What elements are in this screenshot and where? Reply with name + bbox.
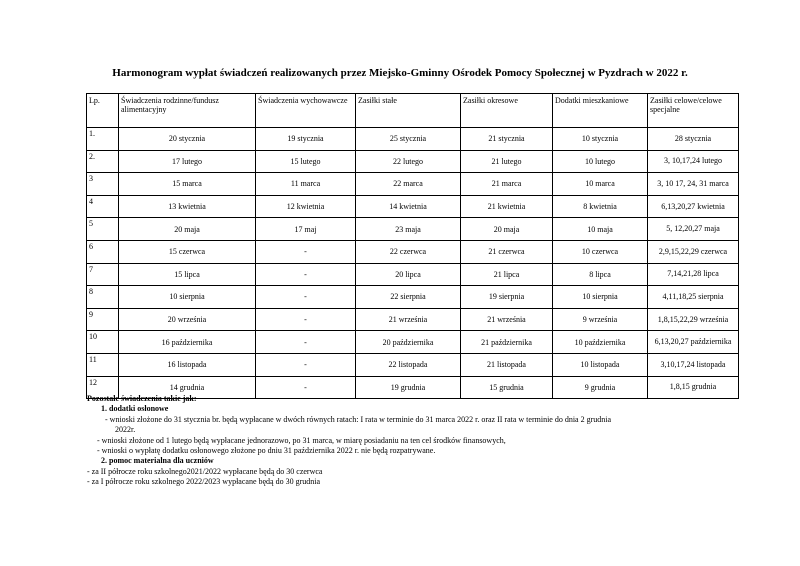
- header-permanent-allowances: Zasiłki stałe: [356, 94, 461, 128]
- table-cell: 21 września: [461, 308, 553, 331]
- notes-heading: Pozostałe świadczenia takie jak:: [87, 394, 197, 403]
- notes-line-continuation: 2022r.: [115, 425, 136, 435]
- table-cell: 19 sierpnia: [461, 286, 553, 309]
- header-lp: Lp.: [87, 94, 119, 128]
- table-row: [87, 195, 739, 218]
- header-housing-allowances: Dodatki mieszkaniowe: [553, 94, 648, 128]
- table-cell: 10 sierpnia: [119, 286, 256, 309]
- table-cell: 20 października: [356, 331, 461, 354]
- table-cell: 12 kwietnia: [256, 195, 356, 218]
- table-cell: 19 stycznia: [256, 128, 356, 151]
- table-cell: 2,9,15,22,29 czerwca: [648, 240, 739, 263]
- table-cell: -: [256, 376, 356, 399]
- table-cell: -: [256, 286, 356, 309]
- table-cell: 20 stycznia: [119, 128, 256, 151]
- payment-schedule-table: [86, 93, 739, 399]
- row-number-cell: 3: [87, 173, 119, 196]
- row-number-cell: 8: [87, 286, 119, 309]
- table-cell: 21 marca: [461, 173, 553, 196]
- table-cell: -: [256, 240, 356, 263]
- table-cell: 15 lipca: [119, 263, 256, 286]
- row-number-cell: 12: [87, 376, 119, 399]
- table-cell: 15 czerwca: [119, 240, 256, 263]
- table-cell: 22 czerwca: [356, 240, 461, 263]
- table-row: [87, 173, 739, 196]
- table-cell: 8 kwietnia: [553, 195, 648, 218]
- table-cell: 10 sierpnia: [553, 286, 648, 309]
- table-cell: 14 kwietnia: [356, 195, 461, 218]
- table-cell: 10 maja: [553, 218, 648, 241]
- table-cell: 20 maja: [119, 218, 256, 241]
- table-cell: 6,13,20,27 października: [648, 331, 739, 354]
- table-cell: 20 maja: [461, 218, 553, 241]
- row-number-cell: 4: [87, 195, 119, 218]
- page-title: Harmonogram wypłat świadczeń realizowanych przez Miejsko-Gminny Ośrodek Pomocy Społecznej w Pyzdrach w 2022 r.: [112, 67, 688, 79]
- notes-section-2: 2. pomoc materialna dla uczniów: [101, 456, 214, 466]
- table-cell: 17 lutego: [119, 150, 256, 173]
- notes-line: - za I półrocze roku szkolnego 2022/2023 wypłacane będą do 30 grudnia: [87, 477, 321, 487]
- table-cell: 1,8,15,22,29 września: [648, 308, 739, 331]
- row-number-cell: 1.: [87, 128, 119, 151]
- table-header-row: [87, 94, 739, 128]
- table-cell: 13 kwietnia: [119, 195, 256, 218]
- table-cell: 16 października: [119, 331, 256, 354]
- table-cell: 5, 12,20,27 maja: [648, 218, 739, 241]
- table-cell: 28 stycznia: [648, 128, 739, 151]
- table-cell: 16 listopada: [119, 353, 256, 376]
- table-cell: -: [256, 331, 356, 354]
- table-cell: 3, 10,17,24 lutego: [648, 150, 739, 173]
- table-cell: 15 grudnia: [461, 376, 553, 399]
- table-row: [87, 286, 739, 309]
- table-cell: -: [256, 308, 356, 331]
- notes-line: - za II półrocze roku szkolnego2021/2022 wypłacane będą do 30 czerwca: [87, 466, 323, 476]
- table-cell: 10 marca: [553, 173, 648, 196]
- header-child-benefits: Świadczenia wychowawcze: [256, 94, 356, 128]
- table-cell: 15 lutego: [256, 150, 356, 173]
- table-cell: 1,8,15 grudnia: [648, 376, 739, 399]
- table-cell: 8 lipca: [553, 263, 648, 286]
- table-cell: 23 maja: [356, 218, 461, 241]
- row-number-cell: 5: [87, 218, 119, 241]
- table-cell: 6,13,20,27 kwietnia: [648, 195, 739, 218]
- table-cell: 10 listopada: [553, 353, 648, 376]
- notes-section: [87, 394, 747, 488]
- table-cell: 10 października: [553, 331, 648, 354]
- table-cell: 4,11,18,25 sierpnia: [648, 286, 739, 309]
- table-cell: 3,10,17,24 listopada: [648, 353, 739, 376]
- header-periodic-allowances: Zasiłki okresowe: [461, 94, 553, 128]
- table-cell: 17 maj: [256, 218, 356, 241]
- row-number-cell: 2.: [87, 150, 119, 173]
- table-cell: 22 sierpnia: [356, 286, 461, 309]
- row-number-cell: 11: [87, 353, 119, 376]
- table-cell: -: [256, 353, 356, 376]
- notes-line: - wnioski o wypłatę dodatku osłonowego złożone po dniu 31 października 2022 r. nie będą rozpatrywane.: [97, 446, 436, 456]
- table-cell: 21 lipca: [461, 263, 553, 286]
- row-number-cell: 7: [87, 263, 119, 286]
- table-row: [87, 308, 739, 331]
- table-cell: 25 stycznia: [356, 128, 461, 151]
- table-cell: 7,14,21,28 lipca: [648, 263, 739, 286]
- table-cell: 14 grudnia: [119, 376, 256, 399]
- table-cell: 20 lipca: [356, 263, 461, 286]
- table-cell: 15 marca: [119, 173, 256, 196]
- notes-section-1: 1. dodatki osłonowe: [101, 404, 169, 414]
- table-cell: 21 września: [356, 308, 461, 331]
- table-cell: 10 czerwca: [553, 240, 648, 263]
- table-cell: 9 grudnia: [553, 376, 648, 399]
- table-cell: 21 stycznia: [461, 128, 553, 151]
- header-family-benefits: Świadczenia rodzinne/fundusz alimentacyjny: [119, 94, 256, 128]
- table-row: [87, 150, 739, 173]
- table-row: [87, 128, 739, 151]
- table-row: [87, 218, 739, 241]
- table-row: [87, 263, 739, 286]
- table-cell: 11 marca: [256, 173, 356, 196]
- notes-line: - wnioski złożone do 31 stycznia br. będą wypłacane w dwóch równych ratach: I rata w terminie do 31 marca 2022 r. oraz II rata w terminie do dnia 2 grudnia: [105, 414, 612, 424]
- table-row: [87, 331, 739, 354]
- row-number-cell: 9: [87, 308, 119, 331]
- table-cell: 21 października: [461, 331, 553, 354]
- row-number-cell: 10: [87, 331, 119, 354]
- table-cell: 3, 10 17, 24, 31 marca: [648, 173, 739, 196]
- table-cell: 21 lutego: [461, 150, 553, 173]
- table-cell: 22 listopada: [356, 353, 461, 376]
- table-cell: -: [256, 263, 356, 286]
- table-cell: 19 grudnia: [356, 376, 461, 399]
- table-cell: 10 lutego: [553, 150, 648, 173]
- table-cell: 21 kwietnia: [461, 195, 553, 218]
- table-row: [87, 353, 739, 376]
- table-cell: 21 listopada: [461, 353, 553, 376]
- table-cell: 22 lutego: [356, 150, 461, 173]
- notes-line: - wnioski złożone od 1 lutego będą wypłacane jednorazowo, po 31 marca, w miarę posiadaniu na ten cel środków finansowych,: [97, 435, 506, 445]
- table-row: [87, 240, 739, 263]
- table-cell: 22 marca: [356, 173, 461, 196]
- table-cell: 20 września: [119, 308, 256, 331]
- row-number-cell: 6: [87, 240, 119, 263]
- header-special-allowances: Zasiłki celowe/celowe specjalne: [648, 94, 739, 128]
- table-cell: 9 września: [553, 308, 648, 331]
- table-cell: 10 stycznia: [553, 128, 648, 151]
- table-cell: 21 czerwca: [461, 240, 553, 263]
